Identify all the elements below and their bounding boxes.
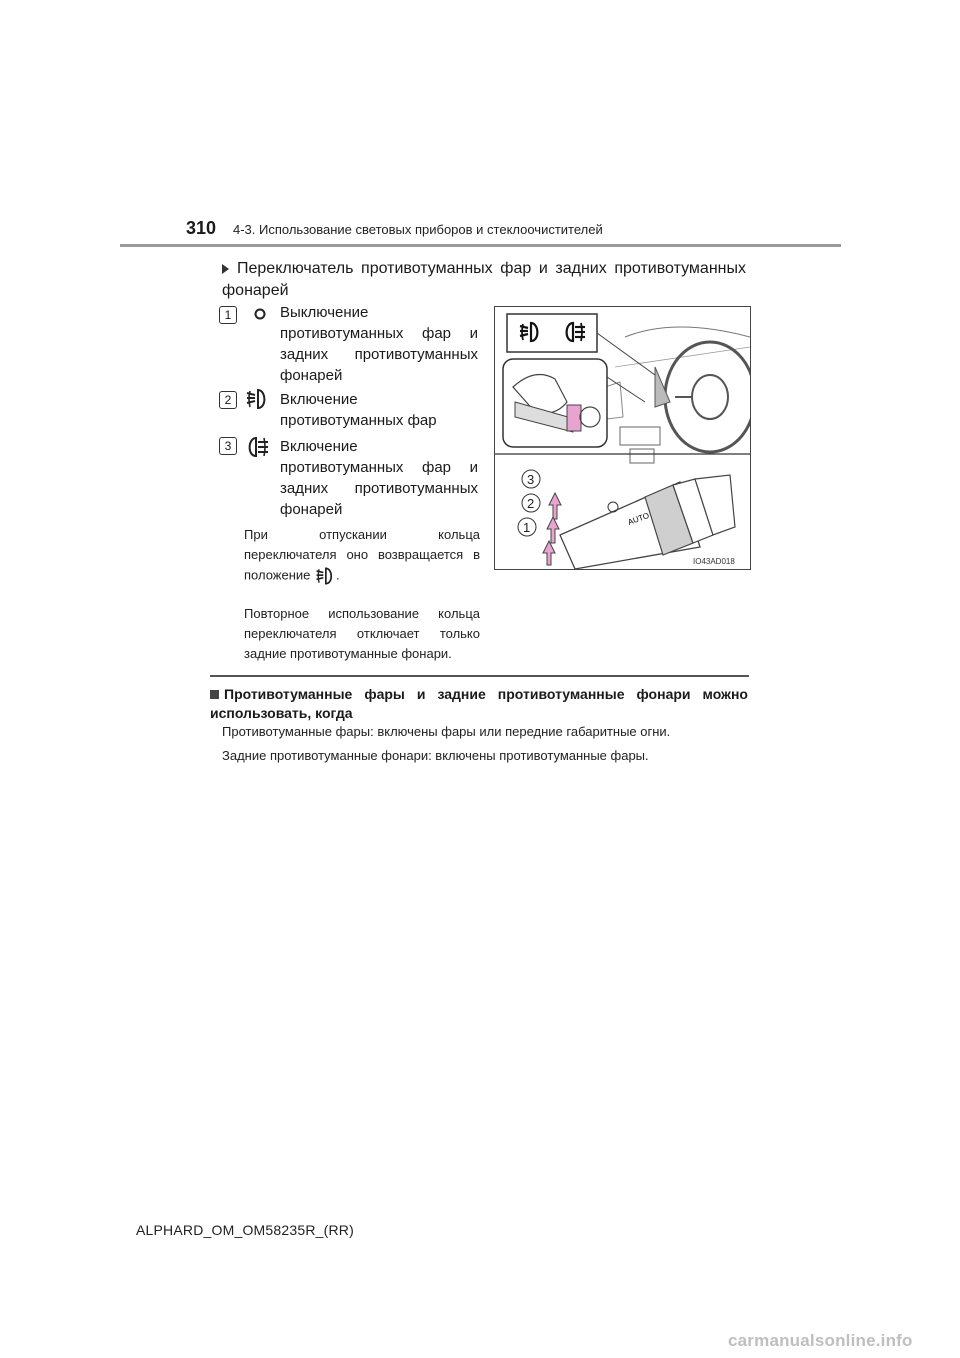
square-bullet-icon <box>210 690 219 699</box>
rear-fog-light-icon <box>244 434 270 460</box>
condition-line-2: Задние противотуманные фонари: включены противотуманные фары. <box>222 748 649 763</box>
release-note-end: . <box>336 567 340 583</box>
condition-line-1: Противотуманные фары: включены фары или передние габаритные огни. <box>222 724 671 739</box>
subsection-heading <box>210 685 748 723</box>
document-code: ALPHARD_OM_OM58235R_(RR) <box>136 1222 354 1238</box>
front-fog-light-icon <box>244 386 270 412</box>
figure-code: IO43AD018 <box>693 557 735 566</box>
release-note-text: При отпускании кольца переключателя оно возвращается в положение <box>244 527 480 583</box>
section-title <box>222 258 746 302</box>
off-circle-icon <box>247 301 273 327</box>
watermark: carmanualsonline.info <box>728 1331 913 1350</box>
item-number-3: 3 <box>219 437 237 455</box>
callout-1 <box>518 518 536 536</box>
subsection-heading-text: Противотуманные фары и задние противотуманные фонари можно использовать, когда <box>210 686 748 721</box>
header-divider <box>120 244 841 247</box>
chapter-title: 4-3. Использование световых приборов и стеклоочистителей <box>233 222 603 237</box>
callout-3 <box>522 470 540 488</box>
front-fog-light-icon <box>314 565 336 587</box>
section-title-text: Переключатель противотуманных фар и задних противотуманных фонарей <box>222 260 746 299</box>
item-label-2: Включение противотуманных фар <box>280 391 437 429</box>
callout-1-label: 1 <box>523 520 531 535</box>
callout-2-label: 2 <box>527 496 535 511</box>
repeat-note: Повторное использование кольца переключателя отключает только задние противотуманные фонари. <box>244 606 480 661</box>
item-label-1: Выключение противотуманных фар и задних противотуманных фонарей <box>280 304 478 384</box>
illustration-drawing <box>495 307 750 569</box>
triangle-bullet-icon <box>222 264 229 274</box>
callout-3-label: 3 <box>527 472 535 487</box>
section-divider <box>210 675 749 677</box>
item-number-2: 2 <box>219 391 237 409</box>
item-label-3: Включение противотуманных фар и задних противотуманных фонарей <box>280 438 478 518</box>
callout-2 <box>522 494 540 512</box>
item-number-1: 1 <box>219 306 237 324</box>
auto-label: AUTO <box>626 510 651 527</box>
page-number: 310 <box>186 218 217 238</box>
switch-illustration <box>494 306 751 570</box>
release-note <box>244 525 480 587</box>
